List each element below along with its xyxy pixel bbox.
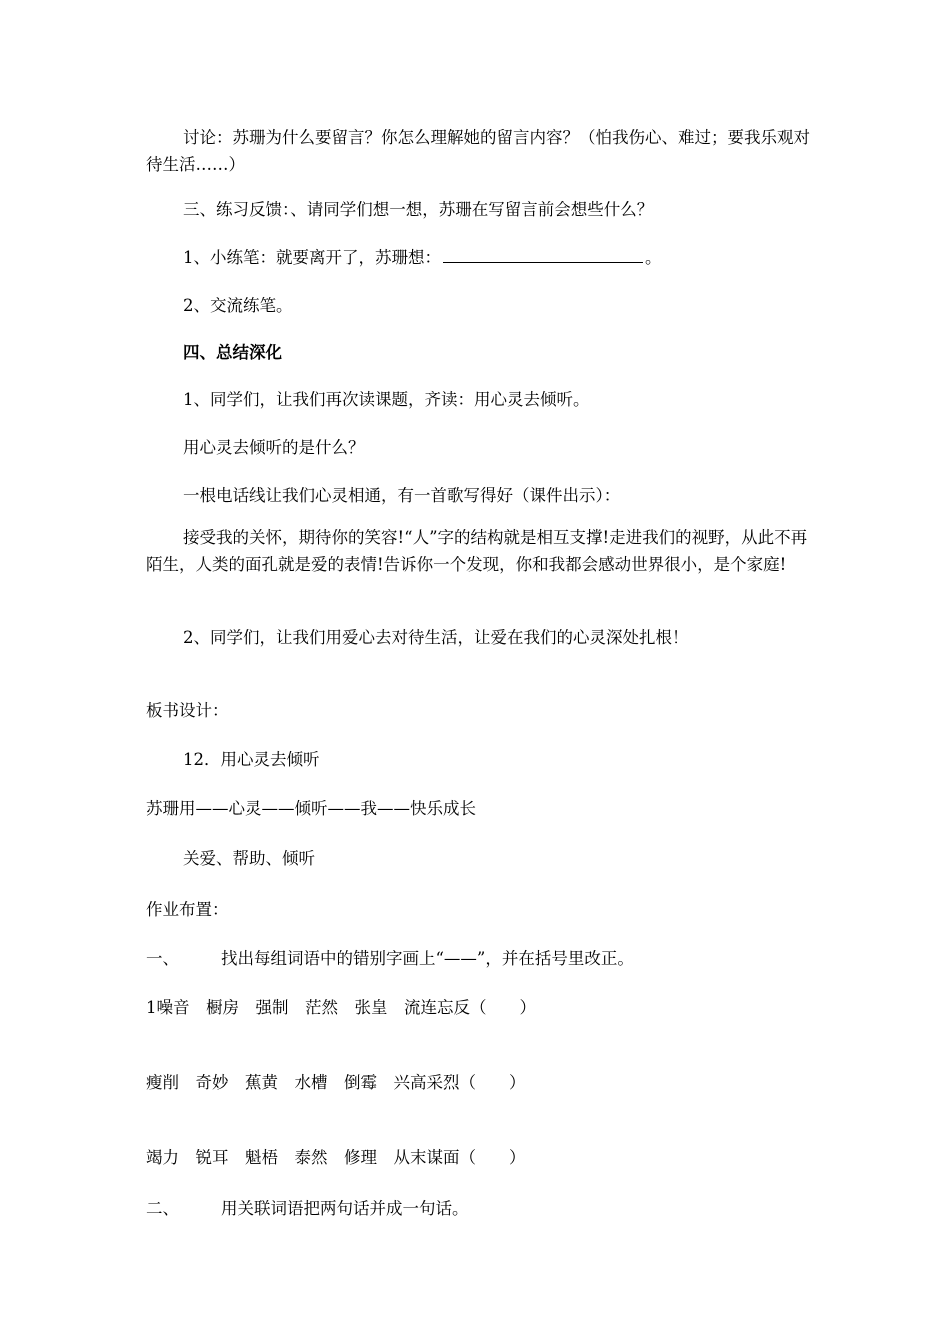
fill-in-blank [443,246,643,263]
paragraph-question: 用心灵去倾听的是什么？ [183,438,365,457]
word-row-3: 竭力 锐耳 魁梧 泰然 修理 从末谋面（ ） [146,1148,526,1167]
word-row-1: 1噪音 橱房 强制 茫然 张皇 流连忘反（ ） [146,998,536,1017]
homework-question-1 [146,947,814,971]
board-title: 12．用心灵去倾听 [183,750,320,769]
question-2-text: 用关联词语把两句话并成一句话。 [221,1199,469,1218]
homework-question-2 [146,1197,814,1221]
board-chain: 苏珊用——心灵——倾听——我——快乐成长 [146,799,476,818]
board-subline: 关爱、帮助、倾听 [183,849,315,868]
question-1-text: 找出每组词语中的错别字画上“——”，并在括号里改正。 [221,949,634,968]
small-writing-prefix: 1、小练笔：就要离开了，苏珊想： [183,248,441,267]
question-2-number: 二、 [146,1199,179,1218]
paragraph-closing: 2、同学们，让我们用爱心去对待生活，让爱在我们的心灵深处扎根！ [183,628,689,647]
section-heading-summary: 四、总结深化 [183,343,282,362]
paragraph-song-lyrics: 接受我的关怀，期待你的笑容!“人”字的结构就是相互支撑!走进我们的视野，从此不再陌生，人类的面孔就是爱的表情!告诉你一个发现，你和我都会感动世界很小，是个家庭! [146,528,808,574]
board-design-heading: 板书设计： [146,701,229,720]
paragraph-discussion: 讨论：苏珊为什么要留言？你怎么理解她的留言内容？（怕我伤心、难过；要我乐观对待生活……） [146,128,810,174]
paragraph-exchange: 2、交流练笔。 [183,296,293,315]
small-writing-suffix: 。 [645,248,662,267]
paragraph-small-writing [183,246,851,270]
paragraph-read-title: 1、同学们，让我们再次读课题，齐读：用心灵去倾听。 [183,390,590,409]
paragraph-practice-feedback: 三、练习反馈：、请同学们想一想，苏珊在写留言前会想些什么？ [183,200,654,219]
question-1-number: 一、 [146,949,179,968]
word-row-2: 瘦削 奇妙 蕉黄 水槽 倒霉 兴高采烈（ ） [146,1073,526,1092]
homework-heading: 作业布置： [146,900,229,919]
paragraph-song-intro: 一根电话线让我们心灵相通，有一首歌写得好（课件出示）： [183,486,621,505]
